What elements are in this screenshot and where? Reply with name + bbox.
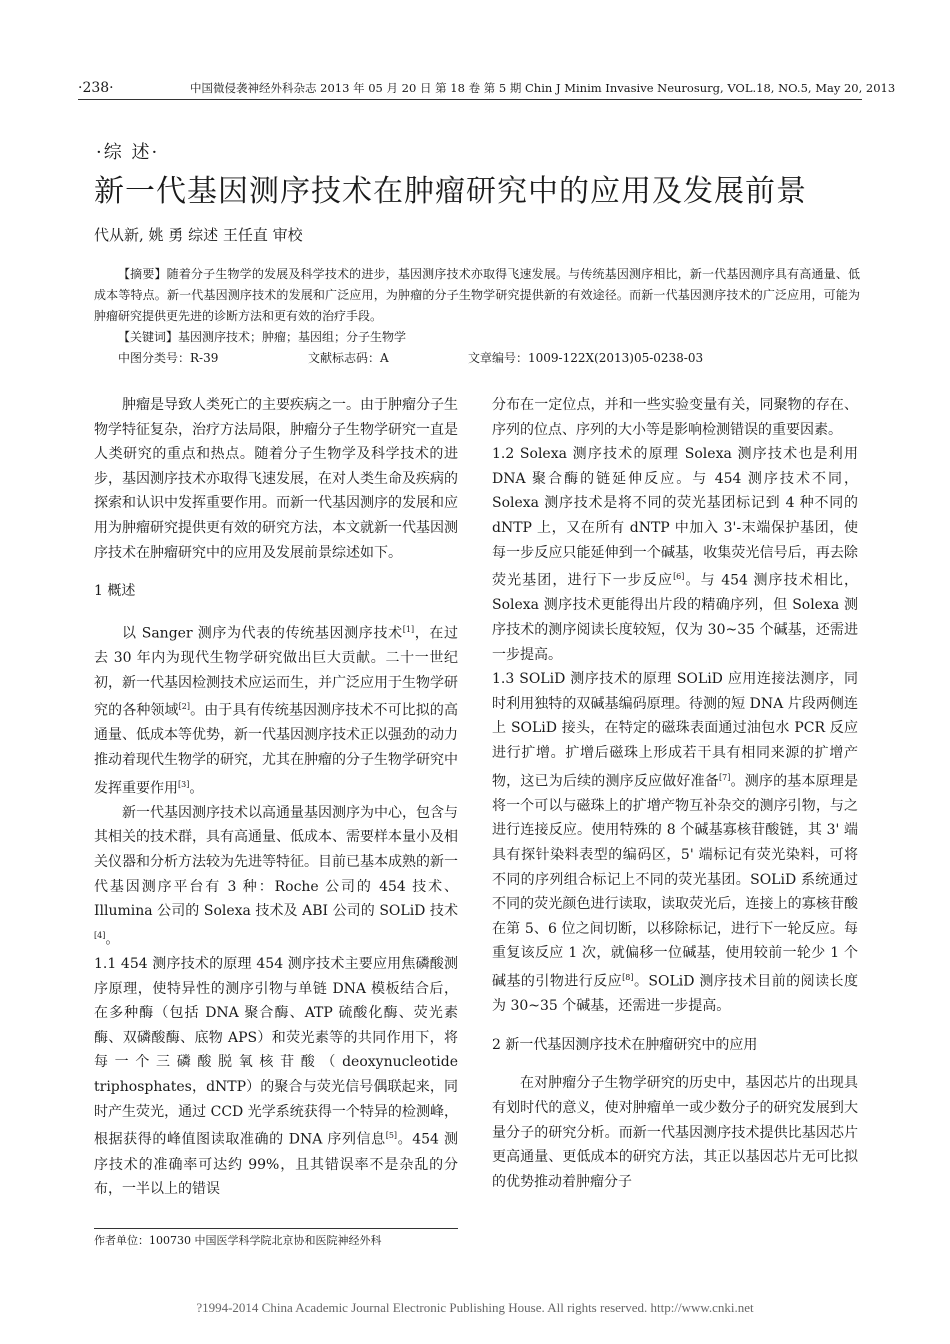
citation: [2] bbox=[178, 702, 190, 712]
text: 以 Sanger 测序为代表的传统基因测序技术 bbox=[122, 625, 403, 642]
copyright-watermark: ?1994-2014 China Academic Journal Electronic Publishing House. All rights reserved. http://www.cnki.net bbox=[196, 1300, 754, 1315]
clc-number: 中图分类号：R-39 bbox=[118, 351, 219, 365]
section-1-3-paragraph bbox=[492, 667, 858, 1019]
header-rule bbox=[78, 99, 862, 100]
text: 1.2 Solexa 测序技术的原理 Solexa 测序技术也是利用 DNA 聚合酶的链延伸反应。与 454 测序技术不同，Solexa 测序技术是将不同的荧光基团标记到 4 种不同的 dNTP 上，又在所有 dNTP 中加入 3'-末端保护基团，使每一步反应只能延伸到一个碱基，收集荧光信号后，再去除荧光基团，进行下一步反应 bbox=[492, 446, 858, 589]
abstract-text: 【摘要】随着分子生物学的发展及科学技术的进步，基因测序技术亦取得飞速发展。与传统基因测序相比，新一代基因测序具有高通量、低成本等特点。新一代基因测序技术的发展和广泛应用，为肿瘤的分子生物学研究提供新的有效途径。而新一代基因测序技术的广泛应用，可能为肿瘤研究提供更先进的诊断方法和更有效的治疗手段。 bbox=[94, 267, 860, 323]
overview-paragraph-2 bbox=[94, 801, 458, 952]
page-number: ·238· bbox=[78, 80, 114, 96]
journal-header: 中国微侵袭神经外科杂志 2013 年 05 月 20 日 第 18 卷 第 5 期 Chin J Minim Invasive Neurosurg, VOL.18, NO.5, May 20, 2013 bbox=[190, 81, 896, 95]
right-column bbox=[492, 393, 858, 1194]
text: 。454 测序技术的准确率可达约 99%，且其错误率不是杂乱的分布，一半以上的错误 bbox=[94, 1131, 459, 1198]
text: 1.3 SOLiD 测序技术的原理 SOLiD 应用连接法测序，同时利用独特的双碱基编码原理。待测的短 DNA 片段两侧连上 SOLiD 接头，在特定的磁珠表面通过油包水 PCR 反应进行扩增。扩增后磁珠上形成若干具有相同来源的扩增产物，这已为后续的测序反应做好准备 bbox=[492, 671, 858, 790]
citation: [8] bbox=[622, 972, 634, 982]
article-number: 文章编号：1009-122X(2013)05-0238-03 bbox=[468, 351, 704, 365]
document-code: 文献标志码：A bbox=[308, 351, 389, 365]
overview-paragraph-1 bbox=[94, 618, 458, 801]
citation: [1] bbox=[402, 624, 415, 634]
section-2-paragraph: 在对肿瘤分子生物学研究的历史中，基因芯片的出现具有划时代的意义，使对肿瘤单一或少数分子的研究发展到大量分子的研究分析。而新一代基因测序技术提供比基因芯片更高通量、更低成本的研究方法，其正以基因芯片无可比拟的优势推动着肿瘤分子 bbox=[492, 1075, 858, 1190]
citation: [7] bbox=[718, 772, 731, 782]
text: 1.1 454 测序技术的原理 454 测序技术主要应用焦磷酸测序原理，使特异性的测序引物与单链 DNA 模板结合后，在多种酶（包括 DNA 聚合酶、ATP 硫酸化酶、荧光素酶、双磷酸酶、底物 APS）和荧光素等的共同作用下，将每一个三磷酸脱氧核苷酸（deoxynucleotide triphosphates，dNTP）的聚合与荧光信号偶联起来，同时产生荧光，通过 CCD 光学系统获得一个特异的检测峰，根据获得的峰值图读取准确的 DNA 序列信息 bbox=[94, 956, 458, 1148]
section-1-1-paragraph bbox=[94, 952, 458, 1202]
keywords: 【关键词】基因测序技术；肿瘤；基因组；分子生物学 bbox=[118, 330, 407, 344]
intro-paragraph: 肿瘤是导致人类死亡的主要疾病之一。由于肿瘤分子生物学特征复杂，治疗方法局限，肿瘤分子生物学研究一直是人类研究的重点和热点。随着分子生物学及科学技术的进步，基因测序技术亦取得飞速发展，在对人类生命及疾病的探索和认识中发挥重要作用。而新一代基因测序的发展和应用为肿瘤研究提供更有效的研究方法，本文就新一代基因测序技术在肿瘤研究中的应用及发展前景综述如下。 bbox=[94, 397, 458, 561]
text: 。 bbox=[189, 780, 204, 797]
section-1-heading: 1 概述 bbox=[94, 583, 136, 600]
footnote-rule bbox=[94, 1228, 458, 1229]
classification-line bbox=[94, 348, 860, 369]
citation: [4] bbox=[94, 930, 106, 940]
continued-paragraph: 分布在一定位点，并和一些实验变量有关，同聚物的存在、序列的位点、序列的大小等是影响检测错误的重要因素。 bbox=[492, 397, 858, 438]
text: 。SOLiD 测序技术目前的阅读长度为 30~35 个碱基，还需进一步提高。 bbox=[492, 973, 858, 1015]
text: 新一代基因测序技术以高通量基因测序为中心，包含与其相关的技术群，具有高通量、低成本、需要样本量小及相关仪器和分析方法较为先进等特征。目前已基本成熟的新一代基因测序平台有 3 种：Roche 公司的 454 技术、Illumina 公司的 Solexa 技术及 ABI 公司的 SOLiD 技术 bbox=[94, 804, 458, 920]
text: 。由于具有传统基因测序技术不可比拟的高通量、低成本等优势，新一代基因测序技术正以强劲的动力推动着现代生物学的研究，尤其在肿瘤的分子生物学研究中发挥重要作用 bbox=[94, 702, 459, 797]
author-affiliation: 作者单位：100730 中国医学科学院北京协和医院神经外科 bbox=[94, 1234, 382, 1247]
abstract-block bbox=[94, 264, 860, 369]
citation: [5] bbox=[385, 1131, 398, 1141]
text: 。测序的基本原理是将一个可以与磁珠上的扩增产物互补杂交的测序引物，与之进行连接反应。使用特殊的 8 个碱基寡核苷酸链，其 3' 端具有探针染料表型的编码区，5' 端标记有荧光染料，可将不同的序列组合标记上不同的荧光基团。SOLiD 系统通过不同的荧光颜色进行读取，读取荧光后，连接上的寡核苷酸在第 5、6 位之间切断，以移除标记，进行下一轮反应。每重复该反应 1 次，就偏移一位碱基，使用较前一轮少 1 个碱基的引物进行反应 bbox=[492, 773, 859, 990]
section-2-heading: 2 新一代基因测序技术在肿瘤研究中的应用 bbox=[492, 1036, 758, 1053]
citation: [6] bbox=[673, 572, 685, 582]
article-title: 新一代基因测序技术在肿瘤研究中的应用及发展前景 bbox=[94, 174, 807, 209]
text: 。与 454 测序技术相比，Solexa 测序技术更能得出片段的精确序列，但 Solexa 测序技术的测序阅读长度较短，仅为 30~35 个碱基，还需进一步提高。 bbox=[492, 572, 858, 663]
article-authors: 代从新, 姚 勇 综述 王任直 审校 bbox=[94, 226, 303, 244]
citation: [3] bbox=[178, 779, 190, 789]
text: ，在过去 30 年内为现代生物学研究做出巨大贡献。二十一世纪初，新一代基因检测技术应运而生，并广泛应用于生物学研究的各种领域 bbox=[94, 625, 459, 719]
section-label: ·综 述· bbox=[96, 142, 160, 163]
text: 。 bbox=[105, 931, 120, 948]
left-column bbox=[94, 393, 458, 1202]
section-1-2-paragraph bbox=[492, 442, 858, 667]
